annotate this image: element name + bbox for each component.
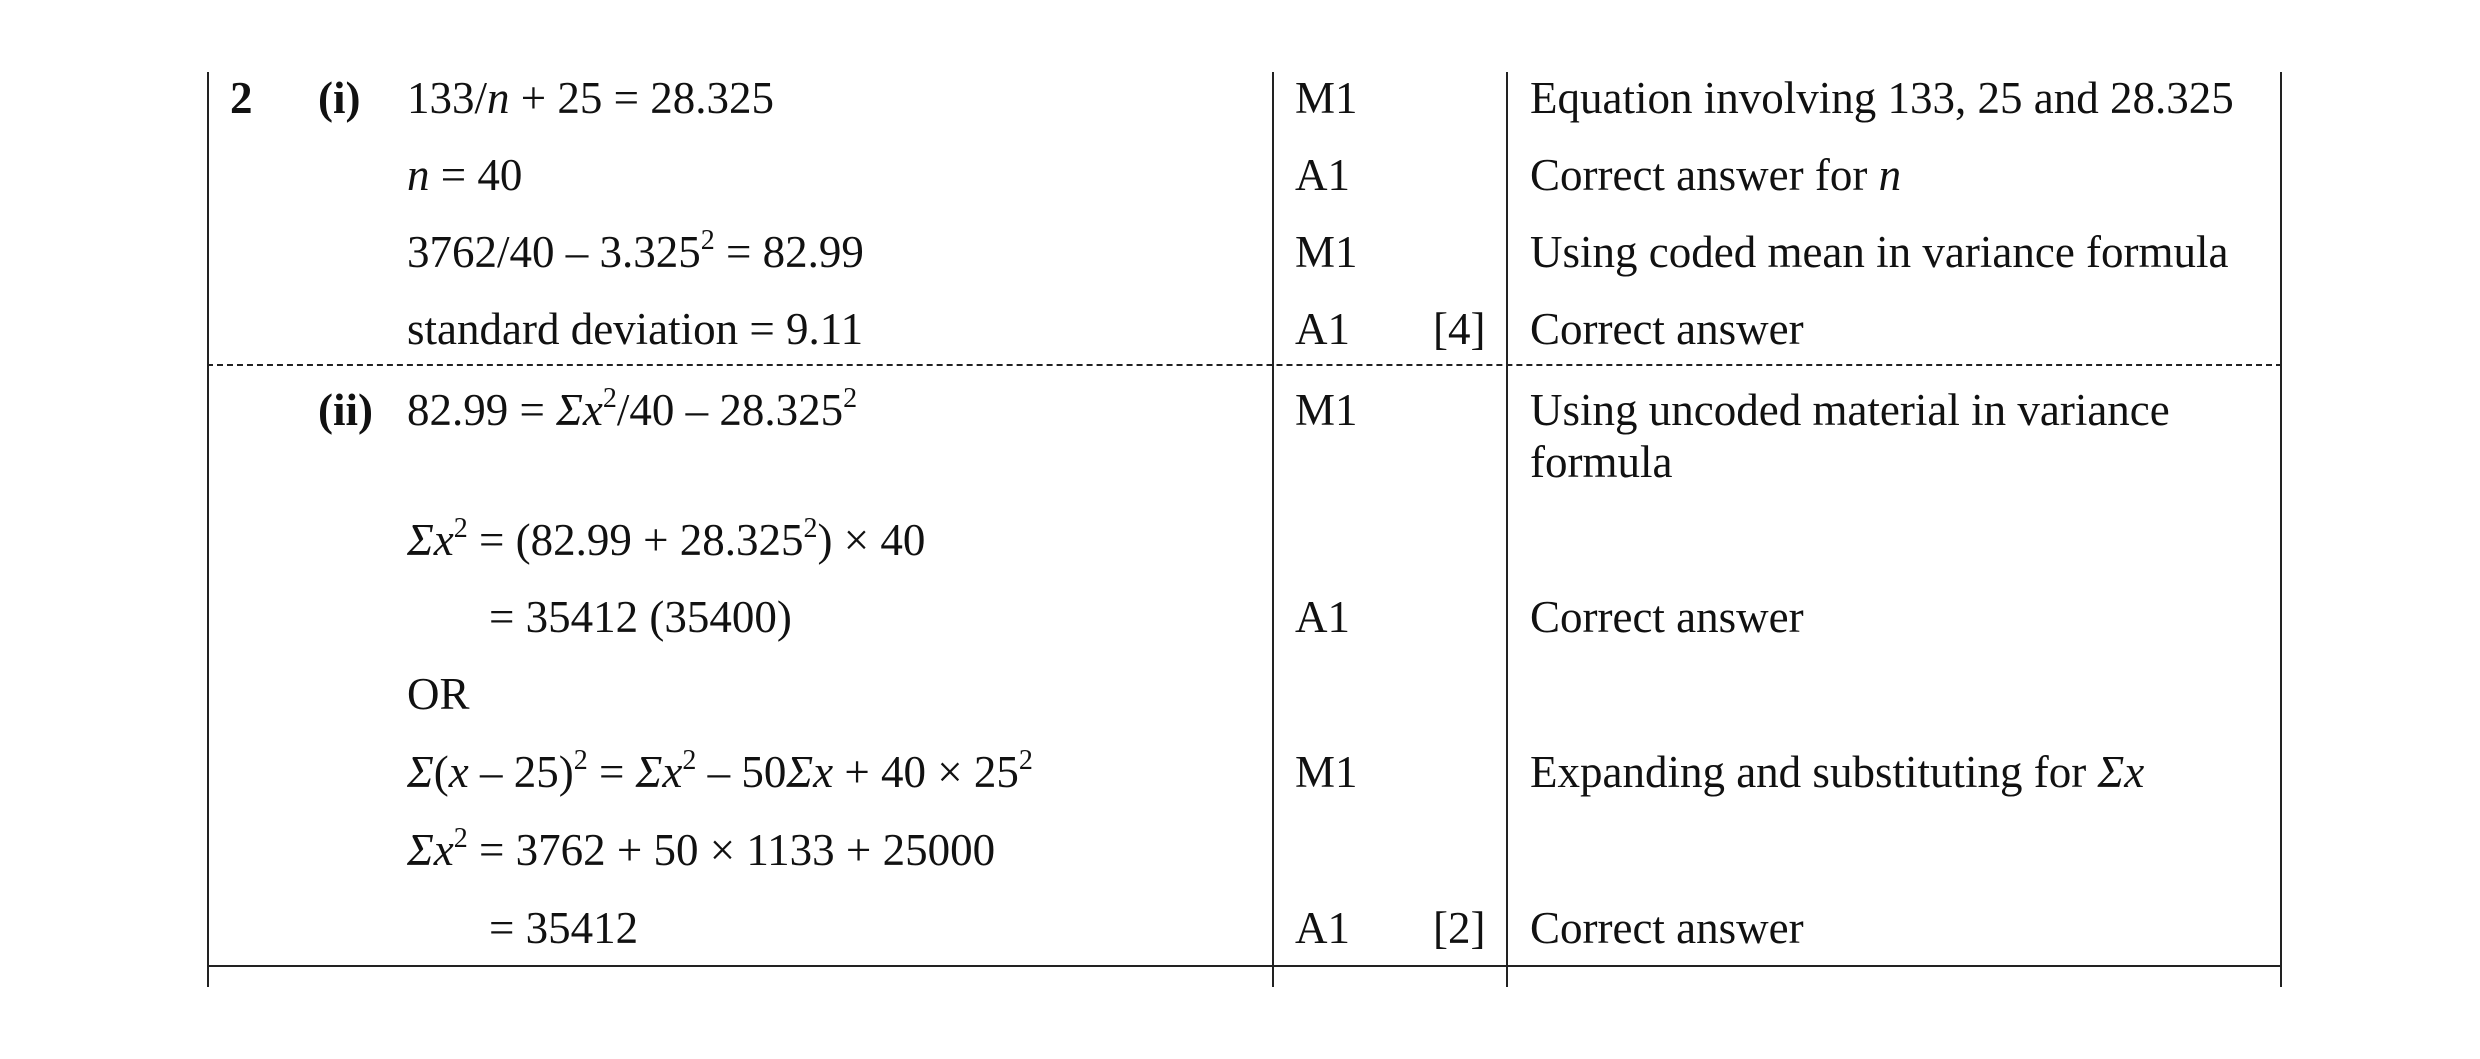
examiner-comment: Using uncoded material in variance formula <box>1530 385 2170 487</box>
examiner-comment: Correct answer <box>1530 304 1804 354</box>
column-divider-comments <box>1506 72 1508 987</box>
mark-code: A1 <box>1295 304 1350 354</box>
mark-code: M1 <box>1295 385 1358 435</box>
column-divider-marks <box>1272 72 1274 987</box>
mark-code: M1 <box>1295 747 1358 797</box>
examiner-comment: Equation involving 133, 25 and 28.325 <box>1530 73 2234 123</box>
mark-code: A1 <box>1295 592 1350 642</box>
table-border-left <box>207 72 209 987</box>
mark-code: A1 <box>1295 903 1350 953</box>
mark-code: M1 <box>1295 227 1358 277</box>
working-line: = 35412 <box>489 903 639 953</box>
mark-code: M1 <box>1295 73 1358 123</box>
working-line: $82.99 = \Sigma x^2/40 - 28.325^2$ <box>407 383 858 435</box>
working-line: $3762/40 - 3.325^2 = 82.99$ <box>407 225 864 277</box>
examiner-comment: Using coded mean in variance formula <box>1530 227 2229 277</box>
alternative-method-label: OR <box>407 669 470 719</box>
examiner-comment: Correct answer <box>1530 903 1804 953</box>
working-line: $\Sigma x^2 = 3762 + 50 \times 1133 + 25000$ <box>407 823 996 875</box>
working-line: n = 40 <box>407 150 523 200</box>
part-label-ii: (ii) <box>318 385 373 435</box>
working-line: standard deviation = 9.11 <box>407 304 864 354</box>
table-border-right <box>2280 72 2282 987</box>
working-line: 133/n + 25 = 28.325 <box>407 73 775 123</box>
question-number: 2 <box>230 73 253 123</box>
examiner-comment: Expanding and substituting for Σx <box>1530 747 2145 797</box>
mark-code: A1 <box>1295 150 1350 200</box>
part-total: [2] <box>1433 903 1486 953</box>
part-divider-dashed <box>207 364 2282 366</box>
examiner-comment: Correct answer <box>1530 592 1804 642</box>
part-label-i: (i) <box>318 73 361 123</box>
working-line: = 35412 (35400) <box>489 592 792 642</box>
working-line: $\Sigma(x - 25)^2 = \Sigma x^2 - 50\Sigma x + 40 \times 25^2$ <box>407 745 1033 797</box>
table-bottom-rule <box>207 965 2282 967</box>
examiner-comment: Correct answer for n <box>1530 150 1902 200</box>
part-total: [4] <box>1433 304 1486 354</box>
working-line: $\Sigma x^2 = (82.99 + 28.325^2) \times 40$ <box>407 513 926 565</box>
